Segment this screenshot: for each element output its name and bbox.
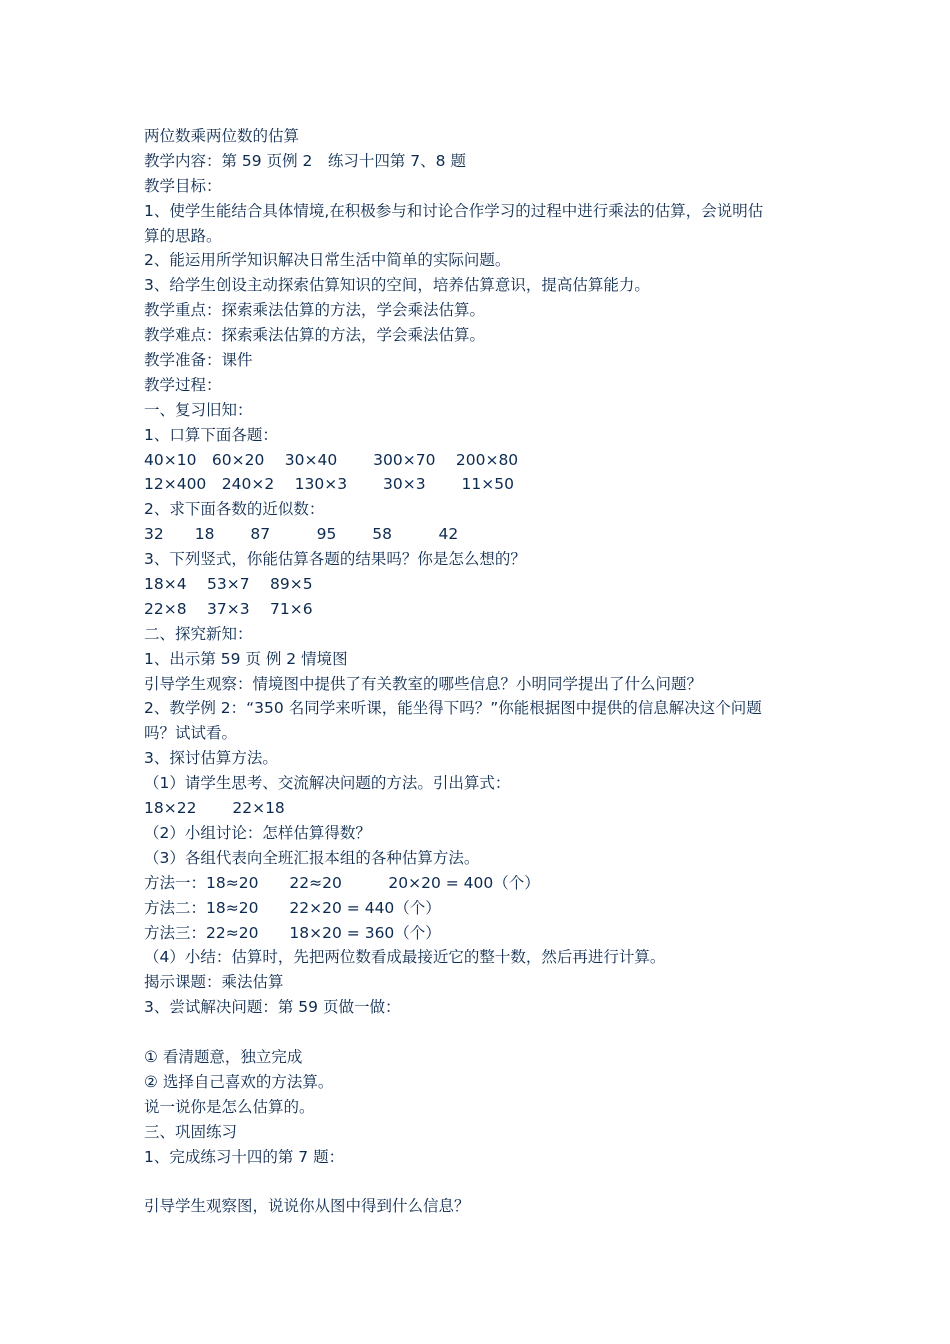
text-line: 40×10 60×20 30×40 300×70 200×80 (144, 450, 519, 469)
text-line: 方法一：18≈20 22≈20 20×20 = 400（个） (144, 873, 540, 892)
text-line: 3、下列竖式，你能估算各题的结果吗？你是怎么想的？ (144, 550, 526, 569)
text-line: 2、能运用所学知识解决日常生活中简单的实际问题。 (144, 251, 511, 270)
text-line: 二、探究新知： (144, 624, 253, 643)
text-line: 3、探讨估算方法。 (144, 749, 278, 768)
text-line: ② 选择自己喜欢的方法算。 (144, 1072, 334, 1091)
text-line: 1、口算下面各题： (144, 425, 278, 444)
text-line: （2）小组讨论：怎样估算得数？ (144, 823, 371, 842)
text-line: 1、使学生能结合具体情境,在积极参与和讨论合作学习的过程中进行乘法的估算，会说明估 (144, 201, 764, 220)
text-line: 吗？试试看。 (144, 724, 238, 743)
text-line: 教学过程： (144, 375, 222, 394)
text-line: 22×8 37×3 71×6 (144, 599, 313, 618)
blank-line (144, 1169, 824, 1194)
text-line: 教学难点：探索乘法估算的方法，学会乘法估算。 (144, 326, 486, 345)
text-line: 引导学生观察：情境图中提供了有关教室的哪些信息？小明同学提出了什么问题？ (144, 674, 703, 693)
text-line: 1、完成练习十四的第 7 题： (144, 1147, 345, 1166)
text-line: 12×400 240×2 130×3 30×3 11×50 (144, 475, 514, 494)
text-line: （1）请学生思考、交流解决问题的方法。引出算式： (144, 774, 511, 793)
text-line: 方法二：18≈20 22×20 = 440（个） (144, 898, 441, 917)
text-line: 说一说你是怎么估算的。 (144, 1097, 315, 1116)
text-line: 1、出示第 59 页 例 2 情境图 (144, 649, 348, 668)
text-line: ① 看清题意，独立完成 (144, 1047, 303, 1066)
text-line: （4）小结：估算时，先把两位数看成最接近它的整十数，然后再进行计算。 (144, 948, 666, 967)
text-line: 揭示课题：乘法估算 (144, 973, 284, 992)
text-line: 一、复习旧知： (144, 400, 253, 419)
text-line: 引导学生观察图，说说你从图中得到什么信息？ (144, 1197, 470, 1216)
text-line: 教学目标： (144, 176, 222, 195)
text-line: （3）各组代表向全班汇报本组的各种估算方法。 (144, 848, 480, 867)
text-line: 32 18 87 95 58 42 (144, 525, 459, 544)
text-line: 算的思路。 (144, 226, 222, 245)
text-line: 2、求下面各数的近似数： (144, 500, 325, 519)
text-line: 三、巩固练习 (144, 1122, 238, 1141)
text-line: 18×22 22×18 (144, 799, 285, 818)
text-line: 18×4 53×7 89×5 (144, 575, 313, 594)
blank-line (144, 1020, 824, 1045)
text-line: 教学准备：课件 (144, 351, 253, 370)
text-line: 方法三：22≈20 18×20 = 360（个） (144, 923, 441, 942)
text-line: 两位数乘两位数的估算 (144, 127, 300, 145)
lesson-plan-text (144, 124, 824, 1219)
text-line: 2、教学例 2：“350 名同学来听课，能坐得下吗？”你能根据图中提供的信息解决这个问题 (144, 699, 762, 718)
text-line: 3、尝试解决问题：第 59 页做一做： (144, 998, 401, 1017)
text-line: 3、给学生创设主动探索估算知识的空间，培养估算意识，提高估算能力。 (144, 276, 650, 295)
text-line: 教学重点：探索乘法估算的方法，学会乘法估算。 (144, 301, 486, 320)
text-line: 教学内容：第 59 页例 2 练习十四第 7、8 题 (144, 151, 466, 170)
